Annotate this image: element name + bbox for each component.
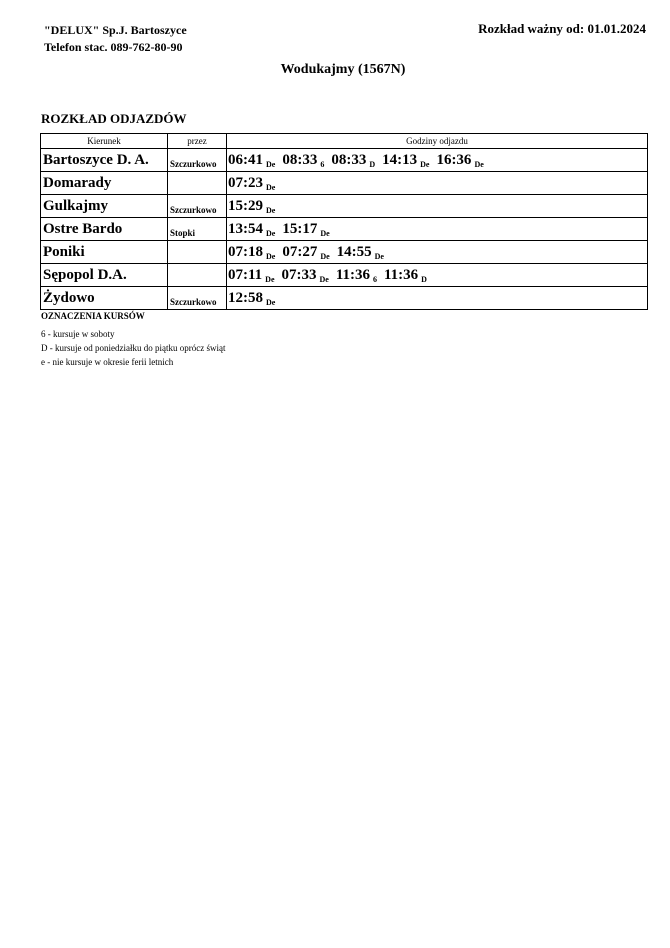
column-header-via: przez [168, 134, 227, 149]
departure-time: 11:36 [384, 267, 419, 283]
departure-mark: De [474, 160, 484, 169]
destination-cell: Żydowo [41, 287, 168, 310]
legend-title: OZNACZENIA KURSÓW [41, 311, 145, 321]
company-info [44, 22, 187, 56]
via-cell [168, 241, 227, 264]
departures-cell [227, 264, 648, 287]
timetable-header-row [41, 134, 648, 149]
departures-cell [227, 241, 648, 264]
departure [336, 266, 377, 284]
company-name: "DELUX" Sp.J. Bartoszyce [44, 23, 187, 37]
departure [282, 266, 329, 284]
destination-cell: Gulkajmy [41, 195, 168, 218]
departure-mark: D [369, 160, 376, 169]
departure [282, 220, 329, 238]
departure [228, 289, 275, 307]
via-cell: Szczurkowo [168, 195, 227, 218]
destination-cell: Bartoszyce D. A. [41, 149, 168, 172]
departure-time: 14:55 [336, 244, 372, 260]
departure-mark: De [266, 252, 276, 261]
legend-item: D - kursuje od poniedziałku do piątku oprócz świąt [41, 343, 226, 353]
valid-from: Rozkład ważny od: 01.01.2024 [478, 21, 646, 36]
departure [228, 151, 275, 169]
table-row [41, 241, 648, 264]
departure-mark: De [266, 229, 276, 238]
destination-cell: Poniki [41, 241, 168, 264]
destination-cell: Ostre Bardo [41, 218, 168, 241]
departure-time: 07:27 [282, 244, 318, 260]
departure-mark: De [319, 275, 329, 284]
legend [41, 309, 225, 369]
departure [382, 151, 429, 169]
via-cell: Stopki [168, 218, 227, 241]
departure [228, 243, 275, 261]
departure-mark: De [266, 183, 276, 192]
departure-time: 16:36 [436, 152, 472, 168]
departure-mark: De [266, 206, 276, 215]
via-cell [168, 264, 227, 287]
departure [282, 243, 329, 261]
departure-mark: De [266, 298, 276, 307]
departure-time: 13:54 [228, 221, 263, 237]
departures-cell [227, 218, 648, 241]
departures-cell [227, 287, 648, 310]
via-cell: Szczurkowo [168, 149, 227, 172]
departure [228, 220, 275, 238]
departure-time: 15:17 [282, 221, 318, 237]
departure-time: 12:58 [228, 290, 263, 306]
departure-time: 07:18 [228, 244, 263, 260]
table-row [41, 195, 648, 218]
departure-mark: De [320, 229, 330, 238]
departure-mark: De [266, 160, 276, 169]
departure-time: 07:11 [228, 267, 263, 283]
departure [228, 197, 275, 215]
destination-cell: Domarady [41, 172, 168, 195]
departure-mark: D [421, 275, 427, 284]
destination-cell: Sępopol D.A. [41, 264, 168, 287]
stop-title: Wodukajmy (1567N) [280, 62, 406, 77]
departure [436, 151, 483, 169]
departure [282, 151, 324, 169]
departures-cell [227, 195, 648, 218]
departure [331, 151, 375, 169]
section-title: ROZKŁAD ODJAZDÓW [41, 111, 187, 126]
departure-mark: De [374, 252, 384, 261]
via-cell: Szczurkowo [168, 287, 227, 310]
table-row [41, 287, 648, 310]
departure-mark: De [265, 275, 275, 284]
departure [228, 266, 275, 284]
departure-time: 07:33 [281, 267, 317, 283]
departure-time: 08:33 [282, 152, 318, 168]
departure-time: 15:29 [228, 198, 263, 214]
timetable [40, 133, 648, 310]
legend-item: 6 - kursuje w soboty [41, 329, 115, 339]
departure-mark: 6 [373, 275, 377, 284]
departure [337, 243, 384, 261]
departure-time: 07:23 [228, 175, 263, 191]
table-row [41, 264, 648, 287]
departure [228, 174, 275, 192]
departure-time: 06:41 [228, 152, 263, 168]
company-phone: Telefon stac. 089-762-80-90 [44, 40, 183, 54]
via-cell [168, 172, 227, 195]
column-header-departures: Godziny odjazdu [227, 134, 648, 149]
table-row [41, 218, 648, 241]
timetable-body [41, 149, 648, 310]
departure-time: 11:36 [335, 267, 370, 283]
departure-mark: 6 [320, 160, 325, 169]
table-row [41, 149, 648, 172]
departure-time: 14:13 [382, 152, 418, 168]
departures-cell [227, 149, 648, 172]
legend-item: e - nie kursuje w okresie ferii letnich [41, 357, 174, 367]
departure-mark: De [420, 160, 430, 169]
table-row [41, 172, 648, 195]
departure-mark: De [320, 252, 330, 261]
column-header-destination: Kierunek [41, 134, 168, 149]
departure-time: 08:33 [331, 152, 367, 168]
departure [384, 266, 427, 284]
departures-cell [227, 172, 648, 195]
